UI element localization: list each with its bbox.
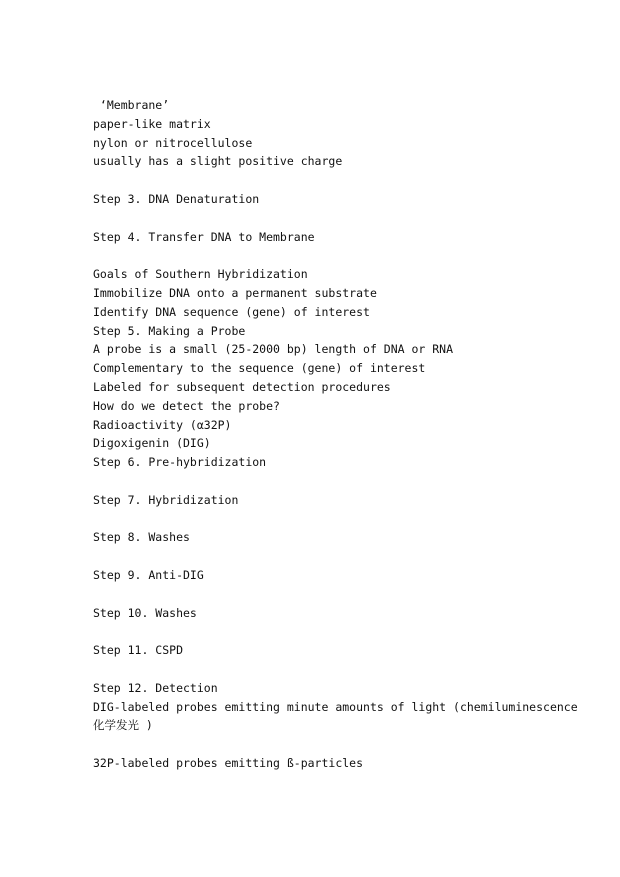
step-heading: Step 7. Hybridization [93,492,239,507]
step-heading: Step 9. Anti-DIG [93,567,204,582]
text-line: How do we detect the probe? [93,398,280,413]
blank-line [93,246,593,265]
blank-line [93,735,593,754]
document-body [93,96,593,773]
text-line: Identify DNA sequence (gene) of interest [93,304,370,319]
text-line: Digoxigenin (DIG) [93,436,211,451]
membrane-heading: ‘Membrane’ [93,98,170,112]
section-heading: Goals of Southern Hybridization [93,267,308,282]
step-heading: Step 4. Transfer DNA to Membrane [93,229,315,244]
blank-line [93,171,593,190]
text-line: Immobilize DNA onto a permanent substrate [93,285,377,300]
step-heading: Step 3. DNA Denaturation [93,191,260,206]
step-heading: Step 8. Washes [93,530,190,545]
blank-line [93,209,593,228]
text-line: Radioactivity (α32P) [93,417,232,432]
step-heading: Step 12. Detection [93,680,218,695]
blank-line [93,472,593,491]
blank-line [93,622,593,641]
blank-line [93,660,593,679]
blank-line [93,547,593,566]
text-line: nylon or nitrocellulose [93,135,253,150]
text-line: Complementary to the sequence (gene) of interest [93,361,426,376]
text-line: 32P-labeled probes emitting ß-particles [93,755,364,770]
text-line: usually has a slight positive charge [93,154,343,169]
text-line: 化学发光 ) [93,718,153,733]
step-heading: Step 6. Pre-hybridization [93,455,267,470]
text-line: paper-like matrix [93,116,211,131]
step-heading: Step 10. Washes [93,605,197,620]
blank-line [93,585,593,604]
blank-line [93,510,593,529]
step-heading: Step 5. Making a Probe [93,323,246,338]
step-heading: Step 11. CSPD [93,643,184,658]
text-line: DIG-labeled probes emitting minute amounts of light (chemiluminescence [93,699,578,714]
text-line: A probe is a small (25-2000 bp) length of DNA or RNA [93,342,454,357]
text-line: Labeled for subsequent detection procedures [93,379,391,394]
